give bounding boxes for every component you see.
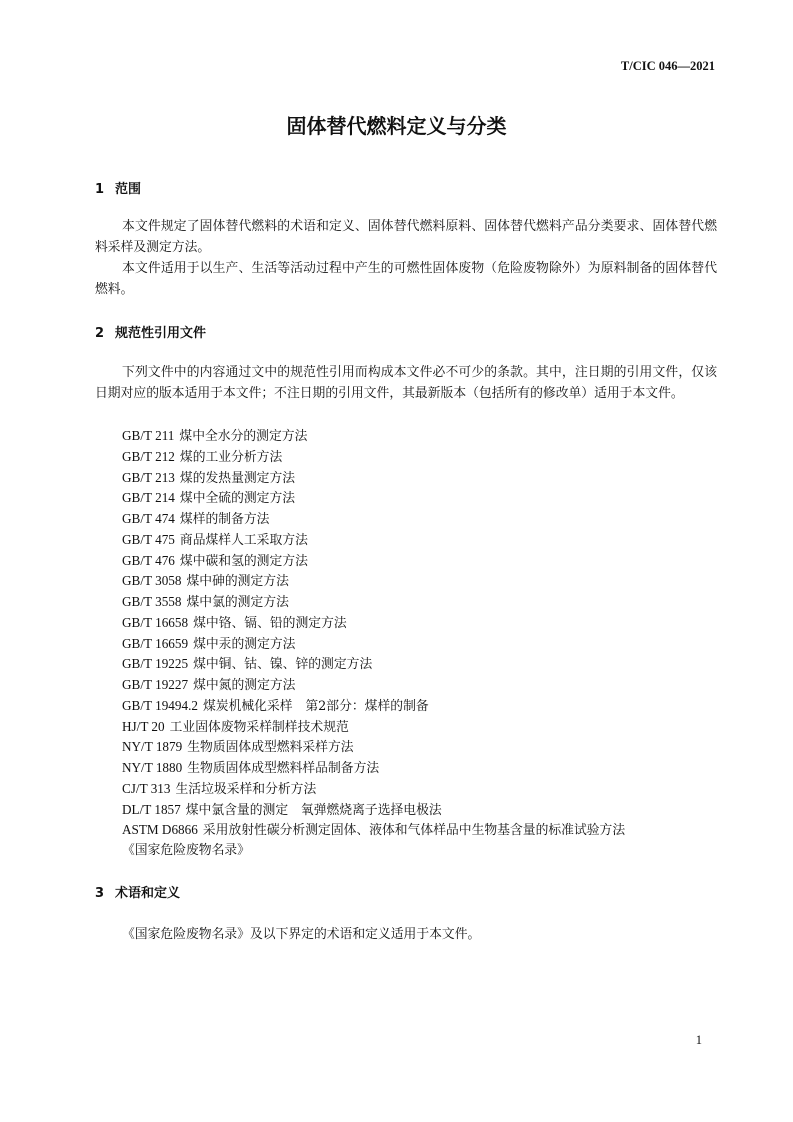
reference-item [122, 841, 625, 862]
section-3-heading [95, 882, 180, 901]
reference-title: 煤中铜、钴、镍、锌的测定方法 [193, 657, 373, 673]
section-title: 术语和定义 [115, 886, 181, 901]
reference-item [122, 530, 625, 551]
reference-title: 煤的发热量测定方法 [179, 470, 296, 486]
reference-code: GB/T 19494.2 [122, 697, 198, 713]
reference-code: GB/T 16659 [122, 635, 189, 651]
reference-item [122, 551, 625, 572]
reference-title: 煤的工业分析方法 [179, 449, 283, 465]
reference-item [122, 634, 625, 655]
reference-code: DL/T 1857 [122, 801, 181, 817]
section-2-heading [95, 322, 206, 341]
reference-code: GB/T 3558 [122, 594, 182, 609]
reference-item [122, 468, 625, 489]
reference-title: 煤中全水分的测定方法 [179, 429, 308, 444]
reference-code: GB/T 212 [122, 448, 175, 464]
reference-code: NY/T 1880 [122, 760, 183, 775]
reference-title: 煤中砷的测定方法 [186, 574, 289, 590]
reference-title: 煤中碳和氢的测定方法 [179, 553, 308, 569]
reference-title: 生物质固体成型燃料样品制备方法 [187, 761, 380, 776]
reference-title: 煤样的制备方法 [179, 512, 270, 527]
reference-item [122, 592, 625, 613]
reference-title: 煤中铬、镉、铅的测定方法 [193, 615, 347, 631]
reference-item [122, 779, 625, 800]
reference-code: NY/T 1879 [122, 739, 183, 755]
reference-title: 商品煤样人工采取方法 [179, 532, 308, 548]
section-title: 范围 [115, 182, 142, 197]
reference-item [122, 488, 625, 509]
reference-title: 采用放射性碳分析测定固体、液体和气体样品中生物基含量的标准试验方法 [202, 823, 626, 839]
reference-code: GB/T 19225 [122, 656, 189, 672]
section-2-paragraph: 下列文件中的内容通过文中的规范性引用而构成本文件必不可少的条款。其中，注日期的引用文件，仅该日期对应的版本适用于本文件；不注日期的引用文件，其最新版本（包括所有的修改单）适用于本文件。 [95, 365, 717, 401]
reference-item [122, 675, 625, 696]
reference-title: 煤中汞的测定方法 [193, 636, 296, 652]
section-1-heading [95, 178, 141, 197]
reference-title: 煤中氯含量的测定 氧弹燃烧离子选择电极法 [185, 802, 442, 818]
reference-item [122, 447, 625, 468]
reference-title: 工业固体废物采样制样技术规范 [169, 719, 349, 735]
reference-item [122, 571, 625, 592]
reference-item [122, 758, 625, 779]
section-title: 规范性引用文件 [115, 326, 207, 341]
reference-title: 煤炭机械化采样 第2部分：煤样的制备 [202, 698, 429, 714]
reference-code: HJ/T 20 [122, 718, 165, 734]
section-1-paragraph: 本文件适用于以生产、生活等活动过程中产生的可燃性固体废物（危险废物除外）为原料制备的固体替代燃料。 [95, 261, 717, 297]
section-number: 2 [95, 326, 105, 341]
reference-item [122, 717, 625, 738]
reference-item [122, 509, 625, 530]
reference-code: ASTM D6866 [122, 822, 198, 838]
section-1-paragraph: 本文件规定了固体替代燃料的术语和定义、固体替代燃料原料、固体替代燃料产品分类要求、固体替代燃料采样及测定方法。 [95, 219, 717, 255]
reference-item [122, 426, 625, 447]
reference-item [122, 737, 625, 758]
reference-code: GB/T 475 [122, 531, 175, 547]
reference-code: GB/T 211 [122, 428, 175, 443]
reference-title: 生活垃圾采样和分析方法 [175, 781, 317, 797]
reference-item [122, 613, 625, 634]
reference-code: GB/T 3058 [122, 573, 182, 589]
page-number: 1 [695, 1033, 702, 1047]
reference-item [122, 696, 625, 717]
section-number: 3 [95, 886, 105, 901]
reference-item [122, 820, 625, 841]
reference-title: 煤中氮的测定方法 [193, 678, 296, 693]
reference-code: GB/T 19227 [122, 677, 189, 692]
reference-code: GB/T 213 [122, 469, 175, 485]
reference-title: 煤中氯的测定方法 [186, 595, 289, 610]
document-title: 固体替代燃料定义与分类 [286, 114, 507, 138]
section-3-paragraph: 《国家危险废物名录》及以下界定的术语和定义适用于本文件。 [122, 927, 481, 942]
reference-title: 煤中全硫的测定方法 [179, 491, 296, 507]
reference-code: GB/T 474 [122, 511, 175, 526]
normative-reference-list [122, 426, 625, 862]
reference-item [122, 654, 625, 675]
document-code: T/CIC 046—2021 [620, 59, 715, 73]
reference-code: GB/T 16658 [122, 614, 189, 630]
reference-item [122, 800, 625, 821]
section-number: 1 [95, 182, 105, 197]
reference-code: CJ/T 313 [122, 780, 171, 796]
reference-code: GB/T 476 [122, 552, 175, 568]
reference-title: 《国家危险废物名录》 [122, 843, 250, 858]
reference-code: GB/T 214 [122, 490, 175, 506]
reference-title: 生物质固体成型燃料采样方法 [187, 740, 354, 756]
